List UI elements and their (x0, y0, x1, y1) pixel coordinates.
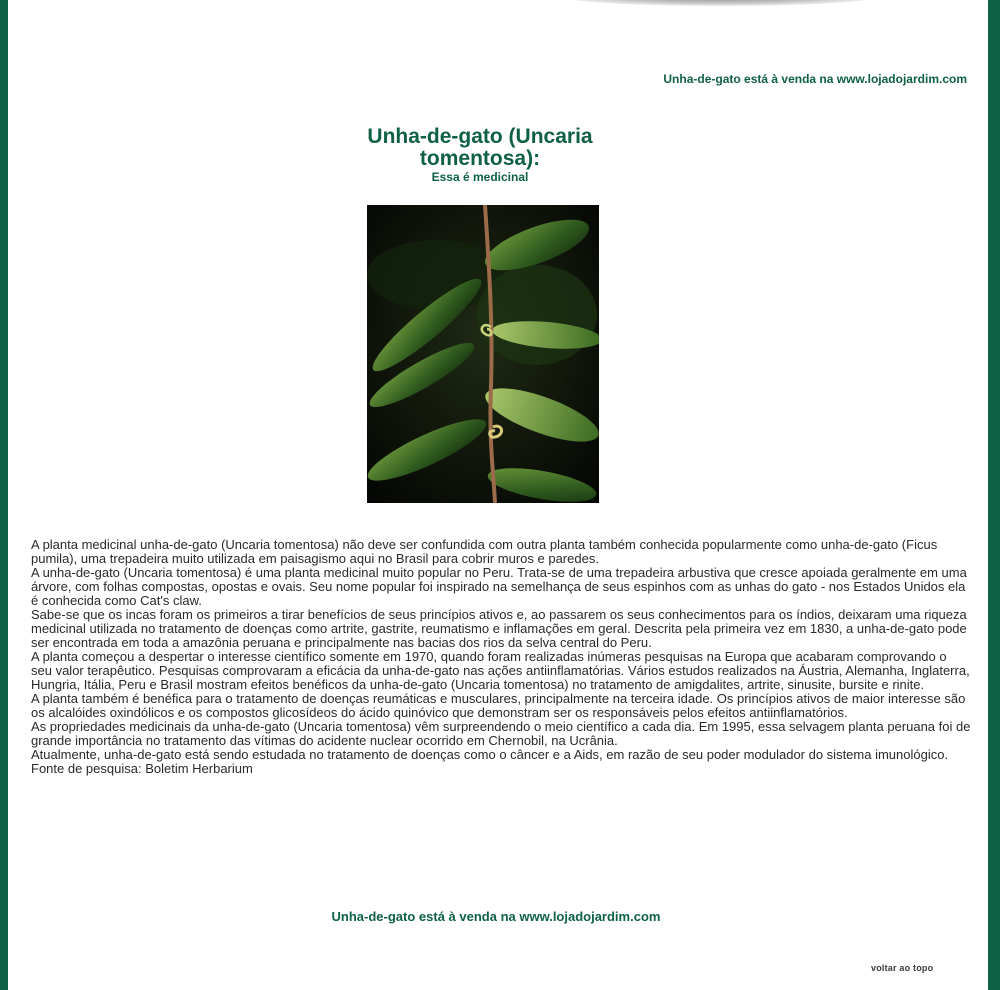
left-border-bar (0, 0, 8, 990)
plant-photo-icon (367, 205, 599, 503)
plant-photo (367, 205, 599, 503)
page-title-block (340, 126, 620, 184)
right-border-bar (988, 0, 1000, 990)
sale-link-top[interactable]: Unha-de-gato está à venda na www.lojadojardim.com (663, 72, 967, 86)
article-paragraph: A planta medicinal unha-de-gato (Uncaria tomentosa) não deve ser confundida com outra planta também conhecida popularmente como unha-de-gato (Ficus pumila), uma trepadeira muito utilizada em paisagismo aqui no Brasil para cobrir muros e paredes. (31, 537, 938, 566)
article-source: Fonte de pesquisa: Boletim Herbarium (31, 761, 253, 776)
sale-link-bottom[interactable]: Unha-de-gato está à venda na www.lojadojardim.com (331, 909, 661, 924)
article-paragraph: Sabe-se que os incas foram os primeiros a tirar benefícios de seus princípios ativos e, ao passarem os seus conhecimentos para os índios, deixaram uma riqueza medicinal utilizada no tratamento de doenças como artrite, gastrite, reumatismo e inflamações em geral. Descrita pela primeira vez em 1830, a unha-de-gato pode ser encontrada em toda a amazônia peruana e principalmente nas bacias dos rios da selva central do Peru. (31, 607, 967, 650)
article-paragraph: A unha-de-gato (Uncaria tomentosa) é uma planta medicinal muito popular no Peru. Trata-se de uma trepadeira arbustiva que cresce apoiada geralmente em uma árvore, com folhas compostas, opostas e ovais. Seu nome popular foi inspirado na semelhança de seus espinhos com as unhas do gato - nos Estados Unidos ela é conhecida como Cat's claw. (31, 565, 967, 608)
article-paragraph: A planta começou a despertar o interesse científico somente em 1970, quando foram realizadas inúmeras pesquisas na Europa que acabaram comprovando o seu valor terapêutico. Pesquisas comprovaram a eficácia da unha-de-gato nas ações antiinflamatórias. Vários estudos realizados na Áustria, Alemanha, Inglaterra, Hungria, Itália, Peru e Brasil mostram efeitos benéficos da unha-de-gato (Uncaria tomentosa) no tratamento de amigdalites, artrite, sinusite, bursite e rinite. (31, 649, 970, 692)
article-body (31, 538, 971, 776)
back-to-top-link[interactable]: voltar ao topo (871, 963, 934, 973)
page-subtitle: Essa é medicinal (431, 170, 529, 184)
article-paragraph: A planta também é benéfica para o tratamento de doenças reumáticas e musculares, principalmente na terceira idade. Os princípios ativos de maior interesse são os alcalóides oxindólicos e os compostos glicosídeos do ácido quinóvico que demonstram ser os responsáveis pelos efeitos antiinflamatórios. (31, 691, 966, 720)
article-paragraph: Atualmente, unha-de-gato está sendo estudada no tratamento de doenças como o câncer e a Aids, em razão de seu poder modulador do sistema imunológico. (31, 747, 949, 762)
article-paragraph: As propriedades medicinais da unha-de-gato (Uncaria tomentosa) vêm surpreendendo o meio científico a cada dia. Em 1995, essa selvagem planta peruana foi de grande importância no tratamento das vítimas do acidente nuclear ocorrido em Chernobil, na Ucrânia. (31, 719, 971, 748)
header-swoosh-decoration (560, 0, 880, 6)
page-title: Unha-de-gato (Uncaria tomentosa): (367, 125, 593, 170)
